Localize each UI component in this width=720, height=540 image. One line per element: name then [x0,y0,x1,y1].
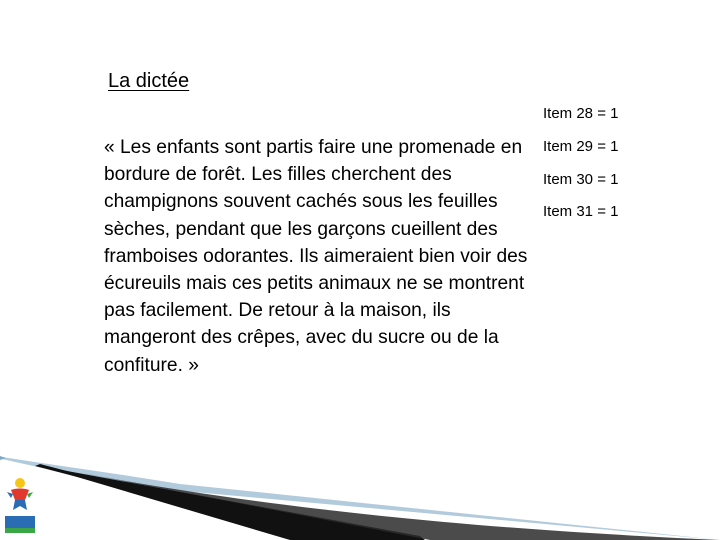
decorative-swoosh [0,448,720,540]
item-score: Item 29 = 1 [543,138,619,155]
dictation-text: « Les enfants sont partis faire une promenade en bordure de forêt. Les filles cherchent des champignons souvent cachés sous les feuilles sèches, pendant que les garçons cueillent des framboises odorantes. Ils aimeraient bien voir des écureuils mais ces petits animaux ne se montrent pas facilement. De retour à la maison, ils mangeront des crêpes, avec du sucre ou de la confiture. » [104,137,528,376]
snu-logo-icon [3,476,37,534]
item-score: Item 31 = 1 [543,203,619,220]
item-score: Item 30 = 1 [543,171,619,188]
slide-title: La dictée [108,70,190,92]
item-score: Item 28 = 1 [543,105,619,122]
